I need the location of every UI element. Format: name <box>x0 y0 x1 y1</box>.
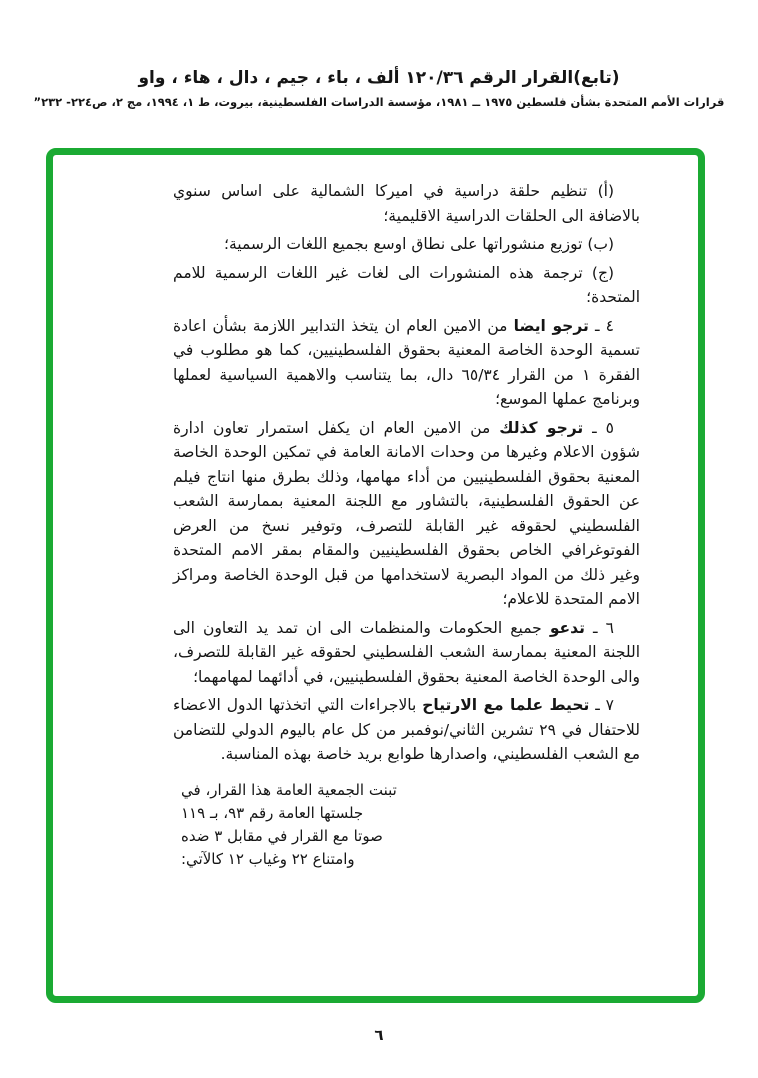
paragraph-text: (ب) توزيع منشوراتها على نطاق اوسع بجميع اللغات الرسمية؛ <box>224 235 614 253</box>
paragraph-text: جميع الحكومات والمنظمات الى ان تمد يد التعاون الى اللجنة المعنية بممارسة الشعب الفلسطيني لحقوقه غير القابلة للتصرف، والى الوحدة الخاصة المعنية بحقوق الفلسطينيين، في أدائهما لمهامهما؛ <box>173 618 640 686</box>
body-paragraph <box>173 314 640 412</box>
body-paragraph <box>173 232 640 257</box>
green-highlight-border-box <box>46 148 705 1003</box>
adoption-note-line: تبنت الجمعية العامة هذا القرار، في <box>181 780 397 799</box>
body-paragraph <box>173 616 640 690</box>
document-header <box>0 68 758 109</box>
paragraph-number: ٤ ـ <box>588 316 614 335</box>
paragraph-number: ٥ ـ <box>583 418 614 437</box>
paragraph-text: (أ) تنظيم حلقة دراسية في اميركا الشمالية على اساس سنوي بالاضافة الى الحلقات الدراسية الاقليمية؛ <box>173 182 640 225</box>
paragraph-bold-lead: ترجو كذلك <box>499 418 584 437</box>
source-citation: قرارات الأمم المتحدة بشأن فلسطين ١٩٧٥ ــ ١٩٨١، مؤسسة الدراسات الفلسطينية، بيروت، ط ١، ١٩٩٤، مج ٢، ص٢٢٤- ٢٣٢” <box>33 95 725 109</box>
paragraph-bold-lead: تحيط علما مع الارتياح <box>422 696 590 714</box>
paragraph-text: بالاجراءات التي اتخذتها الدول الاعضاء للاحتفال في ٢٩ تشرين الثاني/نوفمبر من كل عام باليوم الدولي للتضامن مع الشعب الفلسطيني، واصدارها طوابع بريد خاصة بهذه المناسبة. <box>173 696 640 763</box>
resolution-title: (تابع)القرار الرقم ١٢٠/٣٦ ألف ، باء ، جيم ، دال ، هاء ، واو <box>138 68 620 88</box>
paragraph-text: من الامين العام ان يتخذ التدابير اللازمة بشأن اعادة تسمية الوحدة الخاصة المعنية بحقوق الفلسطينيين، كما هو مطلوب في الفقرة ١ من القرار ٦٥/٣٤ دال، بما يتناسب والاهمية السياسية لعملها وبرنامج عملها الموسع؛ <box>173 316 640 408</box>
paragraph-bold-lead: تدعو <box>549 618 585 637</box>
adoption-note-line: وامتناع ٢٢ وغياب ١٢ كالآتي: <box>181 849 355 868</box>
paragraph-text: من الامين العام ان يكفل استمرار تعاون ادارة شؤون الاعلام وغيرها من وحدات الامانة العامة في تمكين الوحدة الخاصة المعنية بحقوق الفلسطينيين من أداء مهامها، وذلك بطرق منها انتاج فيلم عن الحقوق الفلسطينية، بالتشاور مع اللجنة المعنية بممارسة الشعب الفلسطيني لحقوقه غير القابلة للتصرف، وتوفير نسخ من العرض الفوتوغرافي الخاص بحقوق الفلسطينيين والمقام بمقر الامم المتحدة وغير ذلك من المواد البصرية لاستخدامها من قبل الوحدة الخاصة ومراكز الامم المتحدة للاعلام؛ <box>173 418 640 608</box>
adoption-note-block <box>181 779 421 871</box>
body-paragraph <box>173 693 640 767</box>
body-paragraph <box>173 416 640 612</box>
page-number: ٦ <box>374 1026 384 1044</box>
body-paragraph <box>173 261 640 310</box>
resolution-body-text <box>173 179 640 767</box>
paragraph-bold-lead: ترجو ايضا <box>513 316 589 335</box>
adoption-note-line: صوتا مع القرار في مقابل ٣ ضده <box>181 826 383 845</box>
paragraph-number: ٦ ـ <box>584 618 614 637</box>
paragraph-number: ٧ ـ <box>589 696 614 714</box>
paragraph-text: (ج) ترجمة هذه المنشورات الى لغات غير اللغات الرسمية للامم المتحدة؛ <box>173 263 640 306</box>
adoption-note-line: جلستها العامة رقم ٩٣، بـ ١١٩ <box>181 803 364 822</box>
body-paragraph <box>173 179 640 228</box>
